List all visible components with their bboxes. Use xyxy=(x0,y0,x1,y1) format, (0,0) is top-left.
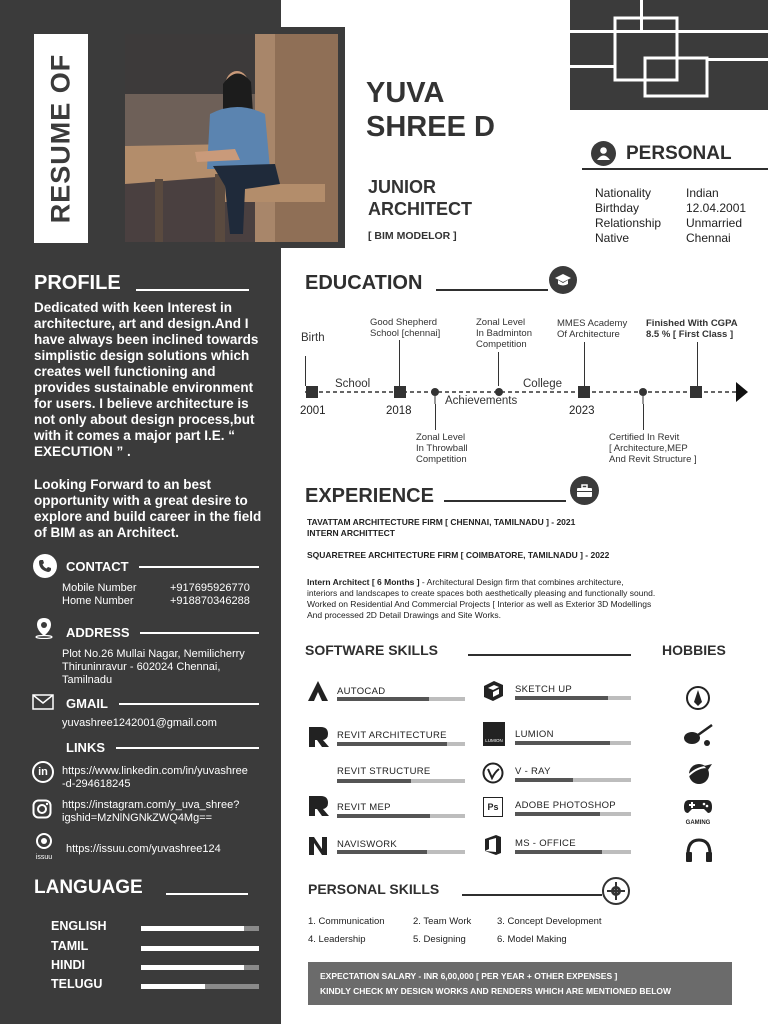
hobby-music-icon xyxy=(685,837,713,868)
graduation-cap-icon xyxy=(549,266,577,294)
language-divider xyxy=(166,893,248,895)
skill-photoshop: ADOBE PHOTOSHOP xyxy=(515,800,616,811)
language-hindi: HINDI xyxy=(51,958,86,972)
language-tamil-bar xyxy=(141,946,259,951)
language-title: LANGUAGE xyxy=(34,877,143,898)
personal-title: PERSONAL xyxy=(626,143,732,164)
skill-ms-office: MS - OFFICE xyxy=(515,838,576,849)
personal-divider xyxy=(582,168,768,170)
skill-vray-bar xyxy=(515,778,573,782)
mail-icon xyxy=(32,694,54,715)
personal-skills-divider xyxy=(462,894,602,896)
sketchup-icon xyxy=(481,679,505,708)
hobby-gaming-icon: GAMING xyxy=(683,798,713,827)
contact-labels: Mobile Number Home Number xyxy=(62,582,137,607)
education-title: EDUCATION xyxy=(305,272,423,294)
revit-icon xyxy=(307,725,331,754)
hobbies-title: HOBBIES xyxy=(662,642,726,658)
personal-skill-item: 2. Team Work xyxy=(413,916,472,927)
address-text: Plot No.26 Mullai Nagar, Nemilicherry Thiruninravur - 602024 Chennai, Tamilnadu xyxy=(62,648,245,686)
timeline-good-shepherd: Good Shepherd School [chennai] xyxy=(370,317,441,339)
year-2001: 2001 xyxy=(300,405,326,417)
address-title: ADDRESS xyxy=(66,625,130,640)
job-title: JUNIOR ARCHITECT xyxy=(368,177,472,219)
software-divider xyxy=(468,654,631,656)
language-hindi-bar xyxy=(141,965,244,970)
personal-skill-item: 1. Communication xyxy=(308,916,385,927)
timeline-school: School xyxy=(335,378,371,390)
timeline-cgpa: Finished With CGPA 8.5 % [ First Class ] xyxy=(646,318,738,340)
job-description: Intern Architect [ 6 Months ] - Architectural Design firm that combines architecture, interiors and landscapes to create spaces both aesthetically pleasing and functionally sound. Worked on Residential And Commercial Projects [ Interior as well as Exterior 3D Modellings And processed 2D Detail Drawings and Site Works. xyxy=(307,577,656,620)
resume-of-label: RESUME OF xyxy=(45,53,76,224)
location-pin-icon xyxy=(33,617,55,644)
decorative-squares xyxy=(570,0,768,110)
hobby-badminton-icon xyxy=(682,723,714,754)
skill-autocad: AUTOCAD xyxy=(337,686,386,697)
gmail-address[interactable]: yuvashree1242001@gmail.com xyxy=(62,717,217,729)
home-number[interactable]: +918870346288 xyxy=(170,595,250,607)
skill-revit-architecture: REVIT ARCHITECTURE xyxy=(337,730,447,741)
address-divider xyxy=(140,632,259,634)
skill-vray: V - RAY xyxy=(515,766,551,777)
language-telugu-bar xyxy=(141,984,205,989)
personal-skill-item: 4. Leadership xyxy=(308,934,366,945)
job1: TAVATTAM ARCHITECTURE FIRM [ CHENNAI, TAMILNADU ] - 2021 INTERN ARCHITTECT xyxy=(307,517,576,538)
job2: SQUARETREE ARCHITECTURE FIRM [ COIMBATORE, TAMILNADU ] - 2022 xyxy=(307,550,610,560)
job-subtitle: [ BIM MODELOR ] xyxy=(368,230,457,242)
skill-sketchup: SKETCH UP xyxy=(515,684,573,695)
profile-divider xyxy=(136,289,249,291)
instagram-icon xyxy=(32,799,52,824)
skill-photoshop-bar xyxy=(515,812,600,816)
links-title: LINKS xyxy=(66,740,105,755)
profile-goal: Looking Forward to an best opportunity with a great desire to explore and build career in the field of BIM as an Architect. xyxy=(34,477,262,540)
education-divider xyxy=(436,289,548,291)
profile-title: PROFILE xyxy=(34,272,121,294)
personal-skill-item: 3. Concept Development xyxy=(497,916,602,927)
skill-lumion-bar xyxy=(515,741,610,745)
skill-navisworks-bar xyxy=(337,850,427,854)
timeline-college: College xyxy=(523,378,562,390)
phone-icon xyxy=(33,554,57,578)
hobby-sketching-icon xyxy=(685,685,711,716)
personal-skills-title: PERSONAL SKILLS xyxy=(308,881,440,897)
gmail-divider xyxy=(119,703,259,705)
skill-revit-architecture-bar xyxy=(337,742,447,746)
profile-photo xyxy=(125,34,338,242)
revit-mep-icon xyxy=(307,794,331,823)
language-tamil: TAMIL xyxy=(51,939,89,953)
skill-ms-office-bar xyxy=(515,850,602,854)
name: YUVA SHREE D xyxy=(366,77,495,143)
links-divider xyxy=(116,747,259,749)
timeline-badminton: Zonal Level In Badminton Competition xyxy=(476,317,532,350)
ms-office-icon xyxy=(482,834,504,861)
experience-title: EXPERIENCE xyxy=(305,485,434,507)
skill-revit-structure: REVIT STRUCTURE xyxy=(337,766,431,777)
timeline-mmes: MMES Academy Of Architecture xyxy=(557,318,628,340)
language-english-bar xyxy=(141,926,244,931)
language-english: ENGLISH xyxy=(51,919,107,933)
photoshop-icon: Ps xyxy=(483,797,503,817)
skill-lumion: LUMION xyxy=(515,729,554,740)
timeline-birth: Birth xyxy=(301,332,325,344)
lumion-icon: LUMION xyxy=(483,722,505,746)
contact-values xyxy=(170,582,250,608)
hobby-travel-icon xyxy=(684,760,714,793)
timeline-revit-cert: Certified In Revit [ Architecture,MEP And Revit Structure ] xyxy=(609,432,697,465)
software-skills-title: SOFTWARE SKILLS xyxy=(305,642,438,658)
vray-icon xyxy=(482,762,504,789)
salary-banner: EXPECTATION SALARY - INR 6,00,000 [ PER YEAR + OTHER EXPENSES ] KINDLY CHECK MY DESIGN WORKS AND RENDERS WHICH ARE MENTIONED BELOW xyxy=(308,962,732,1005)
navisworks-icon xyxy=(307,835,329,862)
issuu-link[interactable]: https://issuu.com/yuvashree124 xyxy=(66,843,221,855)
personal-labels: Nationality Birthday Relationship Native xyxy=(595,186,662,245)
person-icon xyxy=(591,141,616,166)
personal-skill-item: 5. Designing xyxy=(413,934,466,945)
instagram-link[interactable]: https://instagram.com/y_uva_shree? igshid=MzNlNGNkZWQ4Mg== xyxy=(62,799,240,824)
timeline-throwball: Zonal Level In Throwball Competition xyxy=(416,432,468,465)
skill-revit-mep: REVIT MEP xyxy=(337,802,391,813)
contact-title: CONTACT xyxy=(66,559,129,574)
skill-autocad-bar xyxy=(337,697,429,701)
experience-divider xyxy=(444,500,566,502)
issuu-icon: issuu xyxy=(32,833,56,862)
mobile-number[interactable]: +917695926770 xyxy=(170,582,250,594)
profile-text: Dedicated with keen Interest in architecture, art and design.And I have always been inclined towards simplistic design solutions which creates well functioning and provides sustainable environment for users. I believe architecture is not only about design process,but with it comes a major part I.E. “ EXECUTION ” . xyxy=(34,300,259,459)
skills-gear-icon xyxy=(602,877,630,905)
briefcase-icon xyxy=(570,476,599,505)
skill-sketchup-bar xyxy=(515,696,608,700)
year-2023: 2023 xyxy=(569,405,595,417)
timeline-achievements: Achievements xyxy=(445,395,518,407)
linkedin-link[interactable]: https://www.linkedin.com/in/yuvashree -d-294618245 xyxy=(62,765,248,790)
personal-skill-item: 6. Model Making xyxy=(497,934,567,945)
skill-navisworks: NAVISWORK xyxy=(337,839,398,850)
personal-values: Indian 12.04.2001 Unmarried Chennai xyxy=(686,186,747,245)
skill-revit-mep-bar xyxy=(337,814,430,818)
year-2018: 2018 xyxy=(386,405,412,417)
language-telugu: TELUGU xyxy=(51,977,103,991)
skill-revit-structure-bar xyxy=(337,779,411,783)
linkedin-icon: in xyxy=(32,761,54,783)
autocad-icon xyxy=(307,680,329,707)
gmail-title: GMAIL xyxy=(66,696,108,711)
contact-divider xyxy=(139,566,259,568)
